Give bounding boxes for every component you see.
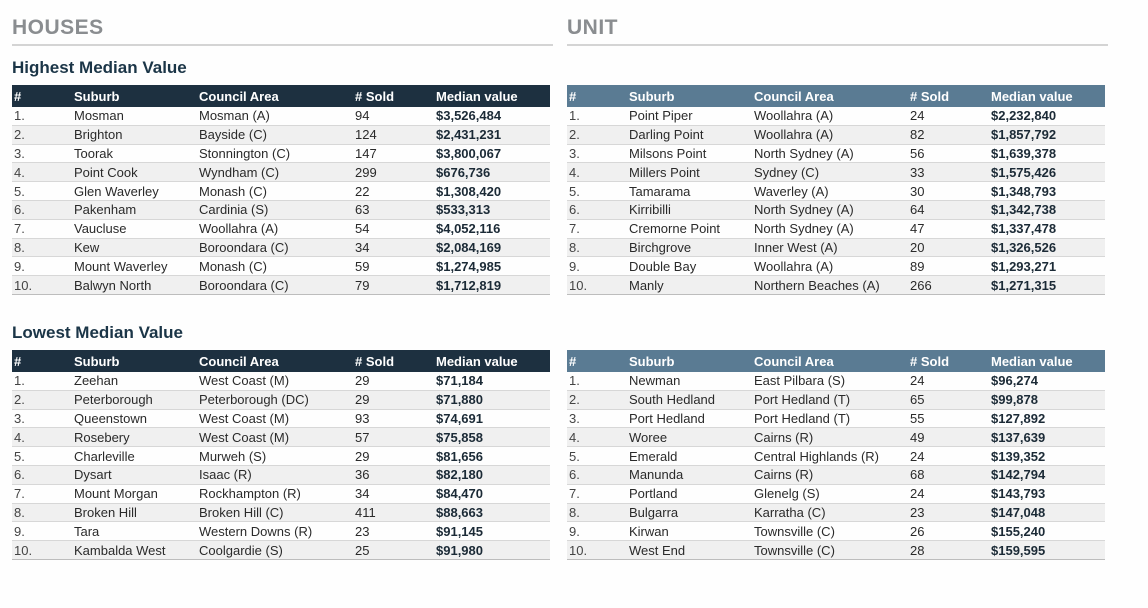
council-area-cell: Karratha (C) (754, 504, 826, 520)
median-value-cell: $2,431,231 (436, 127, 502, 143)
table-row (567, 201, 1105, 220)
rank-cell: 7. (569, 221, 580, 237)
council-area-cell: Boroondara (C) (199, 277, 289, 293)
median-value-cell: $99,878 (991, 392, 1038, 408)
council-area-cell: Mosman (A) (199, 108, 270, 124)
sold-count-cell: 29 (355, 448, 370, 464)
rank-cell: 2. (14, 127, 25, 143)
header-median-value: Median value (436, 353, 518, 369)
suburb-cell: Manunda (629, 467, 684, 483)
council-area-cell: Central Highlands (R) (754, 448, 879, 464)
council-area-cell: Peterborough (DC) (199, 392, 309, 408)
suburb-cell: Manly (629, 277, 664, 293)
council-area-cell: Cairns (R) (754, 429, 814, 445)
sold-count-cell: 25 (355, 542, 370, 558)
council-area-cell: Port Hedland (T) (754, 410, 851, 426)
table-row (567, 257, 1105, 276)
table-row (567, 504, 1105, 523)
council-area-cell: Inner West (A) (754, 239, 838, 255)
header-suburb: Suburb (629, 88, 675, 104)
suburb-cell: Vaucluse (74, 221, 127, 237)
sold-count-cell: 49 (910, 429, 925, 445)
council-area-cell: Townsville (C) (754, 523, 835, 539)
houses-heading: HOUSES (12, 16, 104, 39)
median-value-cell: $84,470 (436, 486, 483, 502)
suburb-cell: Millers Point (629, 164, 700, 180)
median-value-cell: $71,184 (436, 373, 483, 389)
rank-cell: 9. (569, 523, 580, 539)
sold-count-cell: 34 (355, 486, 370, 502)
lowest-median-title: Lowest Median Value (12, 323, 183, 342)
suburb-cell: Point Piper (629, 108, 693, 124)
rank-cell: 6. (14, 202, 25, 218)
council-area-cell: Wyndham (C) (199, 164, 280, 180)
rank-cell: 9. (569, 258, 580, 274)
table-row (567, 522, 1105, 541)
table-header (12, 350, 550, 372)
council-area-cell: Woollahra (A) (754, 127, 834, 143)
suburb-cell: Portland (629, 486, 678, 502)
council-area-cell: Monash (C) (199, 258, 267, 274)
council-area-cell: Bayside (C) (199, 127, 267, 143)
table-row (12, 504, 550, 523)
council-area-cell: Coolgardie (S) (199, 542, 283, 558)
sold-count-cell: 22 (355, 183, 370, 199)
table-row (12, 428, 550, 447)
median-value-cell: $4,052,116 (436, 221, 501, 237)
suburb-cell: Tara (74, 523, 100, 539)
table-row (567, 372, 1105, 391)
council-area-cell: Boroondara (C) (199, 239, 289, 255)
median-value-cell: $137,639 (991, 429, 1046, 445)
table-row (567, 276, 1105, 295)
council-area-cell: Northern Beaches (A) (754, 277, 880, 293)
sold-count-cell: 36 (355, 467, 370, 483)
sold-count-cell: 94 (355, 108, 370, 124)
header-median-value: Median value (436, 88, 518, 104)
rank-cell: 10. (14, 542, 33, 558)
table-row (12, 239, 550, 258)
median-value-cell: $1,293,271 (991, 258, 1057, 274)
council-area-cell: Woollahra (A) (754, 108, 834, 124)
sold-count-cell: 56 (910, 145, 925, 161)
suburb-cell: Kew (74, 239, 100, 255)
suburb-cell: Mount Waverley (74, 258, 168, 274)
table-row (12, 485, 550, 504)
table-row (12, 391, 550, 410)
median-value-cell: $142,794 (991, 467, 1046, 483)
council-area-cell: West Coast (M) (199, 373, 290, 389)
rank-cell: 5. (569, 448, 580, 464)
table-row (567, 107, 1105, 126)
sold-count-cell: 28 (910, 542, 925, 558)
table-row (12, 276, 550, 295)
unit-highest-table (567, 85, 1105, 295)
sold-count-cell: 124 (355, 127, 377, 143)
council-area-cell: Sydney (C) (754, 164, 820, 180)
table-row (567, 126, 1105, 145)
median-value-cell: $139,352 (991, 448, 1046, 464)
median-value-cell: $2,232,840 (991, 108, 1057, 124)
median-value-cell: $3,800,067 (436, 145, 502, 161)
median-value-cell: $155,240 (991, 523, 1046, 539)
table-row (567, 447, 1105, 466)
sold-count-cell: 79 (355, 277, 370, 293)
median-value-cell: $1,274,985 (436, 258, 502, 274)
sold-count-cell: 30 (910, 183, 925, 199)
sold-count-cell: 23 (910, 504, 925, 520)
table-row (567, 466, 1105, 485)
sold-count-cell: 147 (355, 145, 377, 161)
table-row (12, 257, 550, 276)
header-council-area: Council Area (754, 353, 834, 369)
rank-cell: 10. (14, 277, 33, 293)
unit-heading-rule (567, 44, 1108, 46)
sold-count-cell: 54 (355, 221, 370, 237)
suburb-cell: Darling Point (629, 127, 704, 143)
rank-cell: 6. (569, 467, 580, 483)
suburb-cell: Queenstown (74, 410, 147, 426)
median-value-cell: $75,858 (436, 429, 483, 445)
suburb-cell: Broken Hill (74, 504, 137, 520)
median-value-cell: $2,084,169 (436, 239, 502, 255)
suburb-cell: Birchgrove (629, 239, 692, 255)
suburb-cell: Newman (629, 373, 681, 389)
rank-cell: 8. (569, 504, 580, 520)
suburb-cell: Kirwan (629, 523, 669, 539)
table-row (12, 541, 550, 560)
suburb-cell: Kirribilli (629, 202, 671, 218)
median-value-cell: $159,595 (991, 542, 1046, 558)
table-row (12, 107, 550, 126)
unit-heading: UNIT (567, 16, 618, 39)
median-value-cell: $533,313 (436, 202, 491, 218)
rank-cell: 8. (569, 239, 580, 255)
header-council-area: Council Area (199, 88, 279, 104)
table-row (567, 145, 1105, 164)
header-rank: # (569, 88, 577, 104)
median-value-cell: $91,980 (436, 542, 483, 558)
median-value-cell: $1,342,738 (991, 202, 1057, 218)
median-value-cell: $96,274 (991, 373, 1038, 389)
sold-count-cell: 20 (910, 239, 925, 255)
rank-cell: 9. (14, 258, 25, 274)
sold-count-cell: 29 (355, 373, 370, 389)
table-row (12, 145, 550, 164)
council-area-cell: Western Downs (R) (199, 523, 313, 539)
header-council-area: Council Area (199, 353, 279, 369)
council-area-cell: East Pilbara (S) (754, 373, 846, 389)
median-value-cell: $82,180 (436, 467, 483, 483)
suburb-cell: Rosebery (74, 429, 130, 445)
suburb-cell: Woree (629, 429, 668, 445)
sold-count-cell: 63 (355, 202, 370, 218)
suburb-cell: Peterborough (74, 392, 153, 408)
sold-count-cell: 29 (355, 392, 370, 408)
suburb-cell: Bulgarra (629, 504, 679, 520)
houses-lowest-table (12, 350, 550, 560)
table-header (12, 85, 550, 107)
header-median-value: Median value (991, 88, 1073, 104)
suburb-cell: Mosman (74, 108, 124, 124)
suburb-cell: Cremorne Point (629, 221, 721, 237)
sold-count-cell: 24 (910, 108, 925, 124)
median-value-cell: $1,271,315 (991, 277, 1057, 293)
table-row (12, 220, 550, 239)
suburb-cell: Toorak (74, 145, 114, 161)
rank-cell: 2. (569, 392, 580, 408)
council-area-cell: Broken Hill (C) (199, 504, 284, 520)
council-area-cell: North Sydney (A) (754, 221, 854, 237)
median-value-cell: $1,712,819 (436, 277, 502, 293)
suburb-cell: Balwyn North (74, 277, 152, 293)
header-suburb: Suburb (629, 353, 675, 369)
council-area-cell: Waverley (A) (754, 183, 829, 199)
table-row (12, 372, 550, 391)
median-value-cell: $88,663 (436, 504, 483, 520)
sold-count-cell: 68 (910, 467, 925, 483)
rank-cell: 3. (14, 410, 25, 426)
table-row (12, 447, 550, 466)
rank-cell: 1. (14, 108, 25, 124)
median-value-cell: $147,048 (991, 504, 1046, 520)
suburb-cell: Milsons Point (629, 145, 707, 161)
header-council-area: Council Area (754, 88, 834, 104)
sold-count-cell: 93 (355, 410, 370, 426)
table-row (12, 182, 550, 201)
median-value-cell: $1,575,426 (991, 164, 1057, 180)
table-row (12, 466, 550, 485)
council-area-cell: Stonnington (C) (199, 145, 291, 161)
median-value-cell: $127,892 (991, 410, 1046, 426)
sold-count-cell: 47 (910, 221, 925, 237)
council-area-cell: Murweh (S) (199, 448, 267, 464)
council-area-cell: North Sydney (A) (754, 145, 854, 161)
median-value-cell: $74,691 (436, 410, 483, 426)
median-value-cell: $1,326,526 (991, 239, 1057, 255)
suburb-cell: Kambalda West (74, 542, 166, 558)
table-row (567, 428, 1105, 447)
council-area-cell: Monash (C) (199, 183, 267, 199)
median-value-cell: $1,337,478 (991, 221, 1057, 237)
median-value-cell: $1,308,420 (436, 183, 502, 199)
unit-lowest-table (567, 350, 1105, 560)
rank-cell: 8. (14, 239, 25, 255)
suburb-cell: Pakenham (74, 202, 137, 218)
rank-cell: 7. (569, 486, 580, 502)
table-row (567, 182, 1105, 201)
table-row (567, 485, 1105, 504)
suburb-cell: Glen Waverley (74, 183, 159, 199)
header-rank: # (569, 353, 577, 369)
council-area-cell: Cardinia (S) (199, 202, 269, 218)
sold-count-cell: 64 (910, 202, 925, 218)
sold-count-cell: 24 (910, 486, 925, 502)
highest-median-title: Highest Median Value (12, 58, 187, 77)
table-row (12, 522, 550, 541)
council-area-cell: North Sydney (A) (754, 202, 854, 218)
council-area-cell: Woollahra (A) (199, 221, 279, 237)
rank-cell: 7. (14, 486, 25, 502)
council-area-cell: Cairns (R) (754, 467, 814, 483)
council-area-cell: Glenelg (S) (754, 486, 820, 502)
council-area-cell: Port Hedland (T) (754, 392, 851, 408)
sold-count-cell: 26 (910, 523, 925, 539)
median-value-cell: $143,793 (991, 486, 1046, 502)
rank-cell: 3. (14, 145, 25, 161)
table-row (567, 410, 1105, 429)
suburb-cell: Point Cook (74, 164, 138, 180)
suburb-cell: Emerald (629, 448, 678, 464)
rank-cell: 5. (14, 183, 25, 199)
rank-cell: 4. (569, 429, 580, 445)
rank-cell: 10. (569, 277, 588, 293)
table-header (567, 350, 1105, 372)
rank-cell: 1. (14, 373, 25, 389)
suburb-cell: Brighton (74, 127, 123, 143)
houses-highest-table (12, 85, 550, 295)
table-row (567, 391, 1105, 410)
council-area-cell: West Coast (M) (199, 429, 290, 445)
council-area-cell: Rockhampton (R) (199, 486, 301, 502)
median-value-cell: $81,656 (436, 448, 483, 464)
table-row (567, 163, 1105, 182)
table-row (567, 220, 1105, 239)
rank-cell: 1. (569, 108, 580, 124)
header-rank: # (14, 353, 22, 369)
sold-count-cell: 89 (910, 258, 925, 274)
sold-count-cell: 57 (355, 429, 370, 445)
council-area-cell: Woollahra (A) (754, 258, 834, 274)
table-row (567, 239, 1105, 258)
suburb-cell: Mount Morgan (74, 486, 158, 502)
rank-cell: 2. (569, 127, 580, 143)
rank-cell: 5. (569, 183, 580, 199)
houses-heading-rule (12, 44, 553, 46)
median-value-cell: $91,145 (436, 523, 483, 539)
council-area-cell: Isaac (R) (199, 467, 252, 483)
suburb-cell: Charleville (74, 448, 135, 464)
header-sold-count: # Sold (910, 353, 950, 369)
sold-count-cell: 59 (355, 258, 370, 274)
sold-count-cell: 82 (910, 127, 925, 143)
rank-cell: 7. (14, 221, 25, 237)
suburb-cell: Double Bay (629, 258, 697, 274)
suburb-cell: Port Hedland (629, 410, 705, 426)
sold-count-cell: 24 (910, 373, 925, 389)
median-value-cell: $1,857,792 (991, 127, 1057, 143)
header-suburb: Suburb (74, 353, 120, 369)
sold-count-cell: 299 (355, 164, 377, 180)
header-suburb: Suburb (74, 88, 120, 104)
table-header (567, 85, 1105, 107)
rank-cell: 8. (14, 504, 25, 520)
suburb-cell: Zeehan (74, 373, 119, 389)
sold-count-cell: 411 (355, 504, 376, 520)
rank-cell: 3. (569, 410, 580, 426)
rank-cell: 4. (14, 164, 25, 180)
header-sold-count: # Sold (355, 88, 395, 104)
rank-cell: 6. (569, 202, 580, 218)
rank-cell: 1. (569, 373, 580, 389)
rank-cell: 3. (569, 145, 580, 161)
suburb-cell: Dysart (74, 467, 112, 483)
header-sold-count: # Sold (910, 88, 950, 104)
sold-count-cell: 33 (910, 164, 925, 180)
header-rank: # (14, 88, 22, 104)
sold-count-cell: 23 (355, 523, 370, 539)
suburb-cell: South Hedland (629, 392, 716, 408)
median-value-cell: $71,880 (436, 392, 483, 408)
table-row (12, 163, 550, 182)
rank-cell: 6. (14, 467, 25, 483)
sold-count-cell: 24 (910, 448, 925, 464)
table-row (12, 201, 550, 220)
table-row (12, 126, 550, 145)
sold-count-cell: 266 (910, 277, 932, 293)
rank-cell: 9. (14, 523, 25, 539)
council-area-cell: West Coast (M) (199, 410, 290, 426)
rank-cell: 2. (14, 392, 25, 408)
header-sold-count: # Sold (355, 353, 395, 369)
median-value-cell: $3,526,484 (436, 108, 502, 124)
suburb-cell: West End (629, 542, 686, 558)
rank-cell: 5. (14, 448, 25, 464)
sold-count-cell: 65 (910, 392, 925, 408)
rank-cell: 10. (569, 542, 588, 558)
suburb-cell: Tamarama (629, 183, 691, 199)
header-median-value: Median value (991, 353, 1073, 369)
rank-cell: 4. (569, 164, 580, 180)
sold-count-cell: 55 (910, 410, 925, 426)
median-value-cell: $676,736 (436, 164, 491, 180)
median-value-cell: $1,348,793 (991, 183, 1057, 199)
rank-cell: 4. (14, 429, 25, 445)
table-row (567, 541, 1105, 560)
council-area-cell: Townsville (C) (754, 542, 835, 558)
table-row (12, 410, 550, 429)
sold-count-cell: 34 (355, 239, 370, 255)
median-value-cell: $1,639,378 (991, 145, 1057, 161)
